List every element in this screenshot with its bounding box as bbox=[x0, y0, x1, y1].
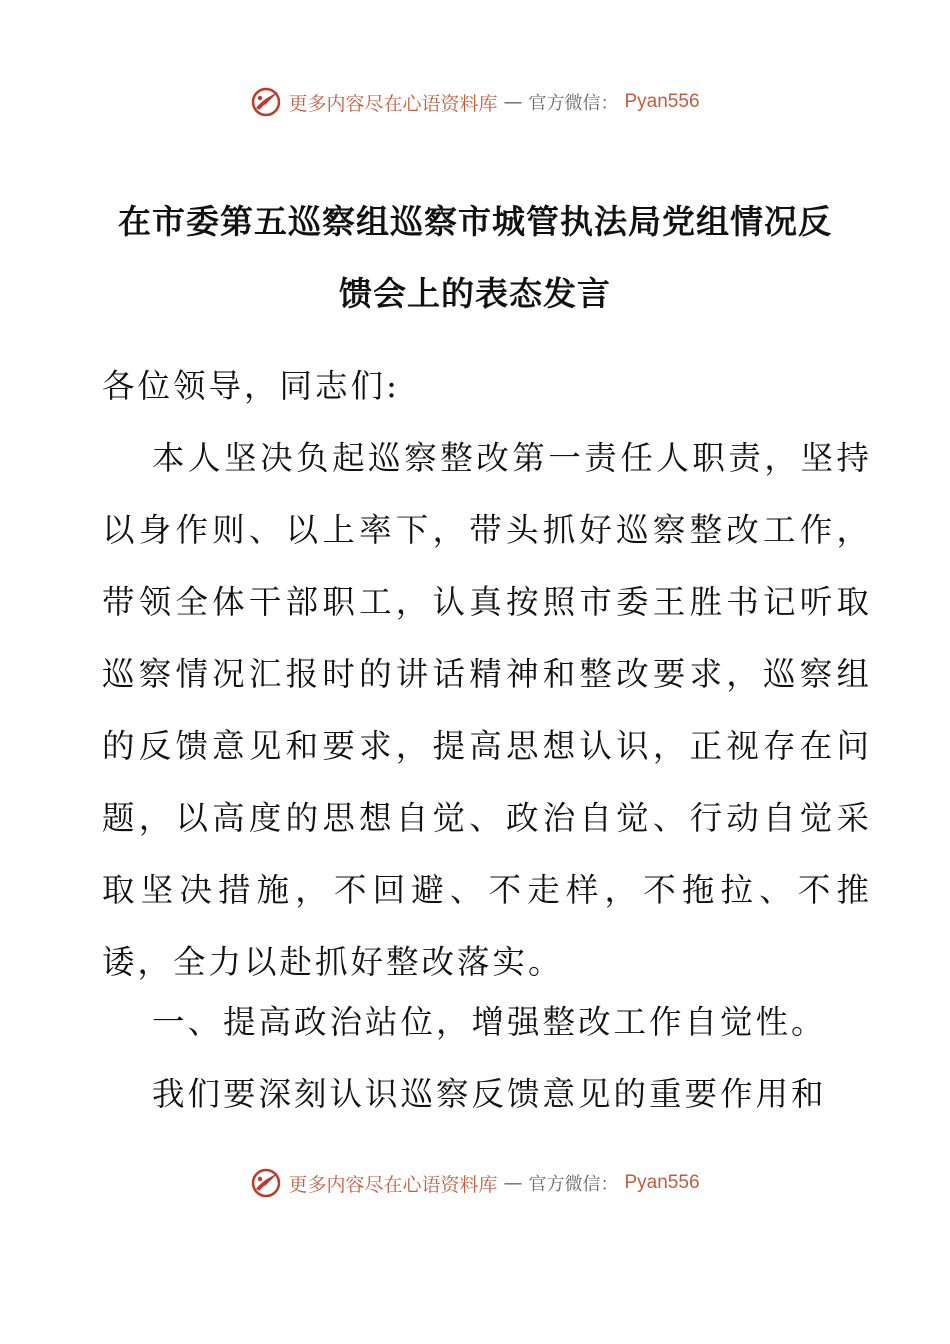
paragraph-1: 本人坚决负起巡察整改第一责任人职责，坚持以身作则、以上率下，带头抓好巡察整改工作，带领全体干部职工，认真按照市委王胜书记听取巡察情况汇报时的讲话精神和整改要求，巡察组的反馈意见和要求，提高思想认识，正视存在问题，以高度的思想自觉、政治自觉、行动自觉采取坚决措施，不回避、不走样，不拖拉、不推诿，全力以赴抓好整改落实。 bbox=[102, 439, 872, 981]
document-title-line-2: 馈会上的表态发言 bbox=[339, 274, 611, 313]
watermark-separator: — bbox=[503, 1172, 523, 1194]
section-heading-1: 一、提高政治站位，增强整改工作自觉性。 bbox=[152, 1003, 827, 1041]
header-watermark bbox=[0, 82, 950, 122]
watermark-text: 更多内容尽在心语资料库 bbox=[288, 1173, 498, 1196]
quill-logo-icon bbox=[250, 1167, 282, 1199]
quill-logo-icon bbox=[250, 86, 282, 118]
document-title-line-1: 在市委第五巡察组巡察市城管执法局党组情况反 bbox=[118, 202, 832, 241]
paragraph-2: 我们要深刻认识巡察反馈意见的重要作用和 bbox=[152, 1075, 827, 1113]
watermark-wechat-label: 官方微信： bbox=[528, 1174, 619, 1195]
watermark-wechat-handle: Pyan556 bbox=[624, 1172, 700, 1193]
watermark-wechat-label: 官方微信： bbox=[528, 93, 619, 114]
watermark-wechat-handle: Pyan556 bbox=[624, 91, 700, 112]
watermark-separator: — bbox=[503, 91, 523, 113]
footer-watermark bbox=[0, 1163, 950, 1203]
greeting: 各位领导，同志们: bbox=[102, 367, 400, 405]
watermark-text: 更多内容尽在心语资料库 bbox=[288, 92, 498, 115]
